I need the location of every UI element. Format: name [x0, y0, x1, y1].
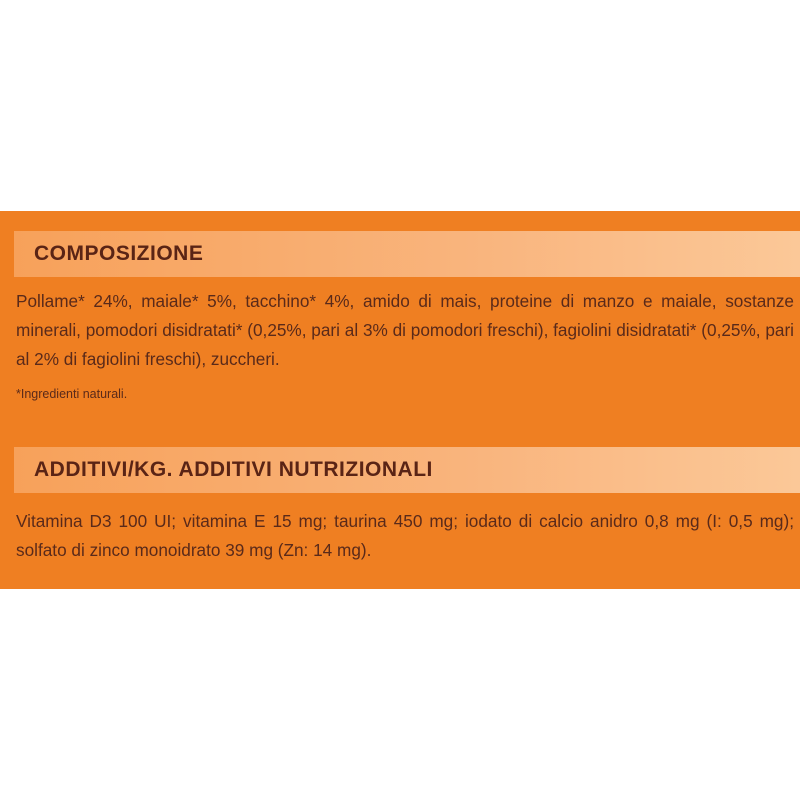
composition-text: Pollame* 24%, maiale* 5%, tacchino* 4%, amido di mais, proteine di manzo e maiale, sostanze minerali, pomodori disidratati* (0,25%, pari al 3% di pomodori freschi), fagiolini disidratati* (0,25%, pari al 2% di fagiolini freschi), zuccheri.: [16, 291, 794, 369]
additives-text: Vitamina D3 100 UI; vitamina E 15 mg; taurina 450 mg; iodato di calcio anidro 0,8 mg (I: 0,5 mg); solfato di zinco monoidrato 39 mg (Zn: 14 mg).: [16, 511, 794, 560]
section-title: ADDITIVI/KG. ADDITIVI NUTRIZIONALI: [34, 458, 433, 481]
section-header-composition: [14, 231, 800, 277]
section-header-additives: [14, 447, 800, 493]
product-label-panel: [0, 211, 800, 589]
section-title: COMPOSIZIONE: [34, 242, 204, 265]
footnote-natural-ingredients: *Ingredienti naturali.: [16, 387, 128, 401]
